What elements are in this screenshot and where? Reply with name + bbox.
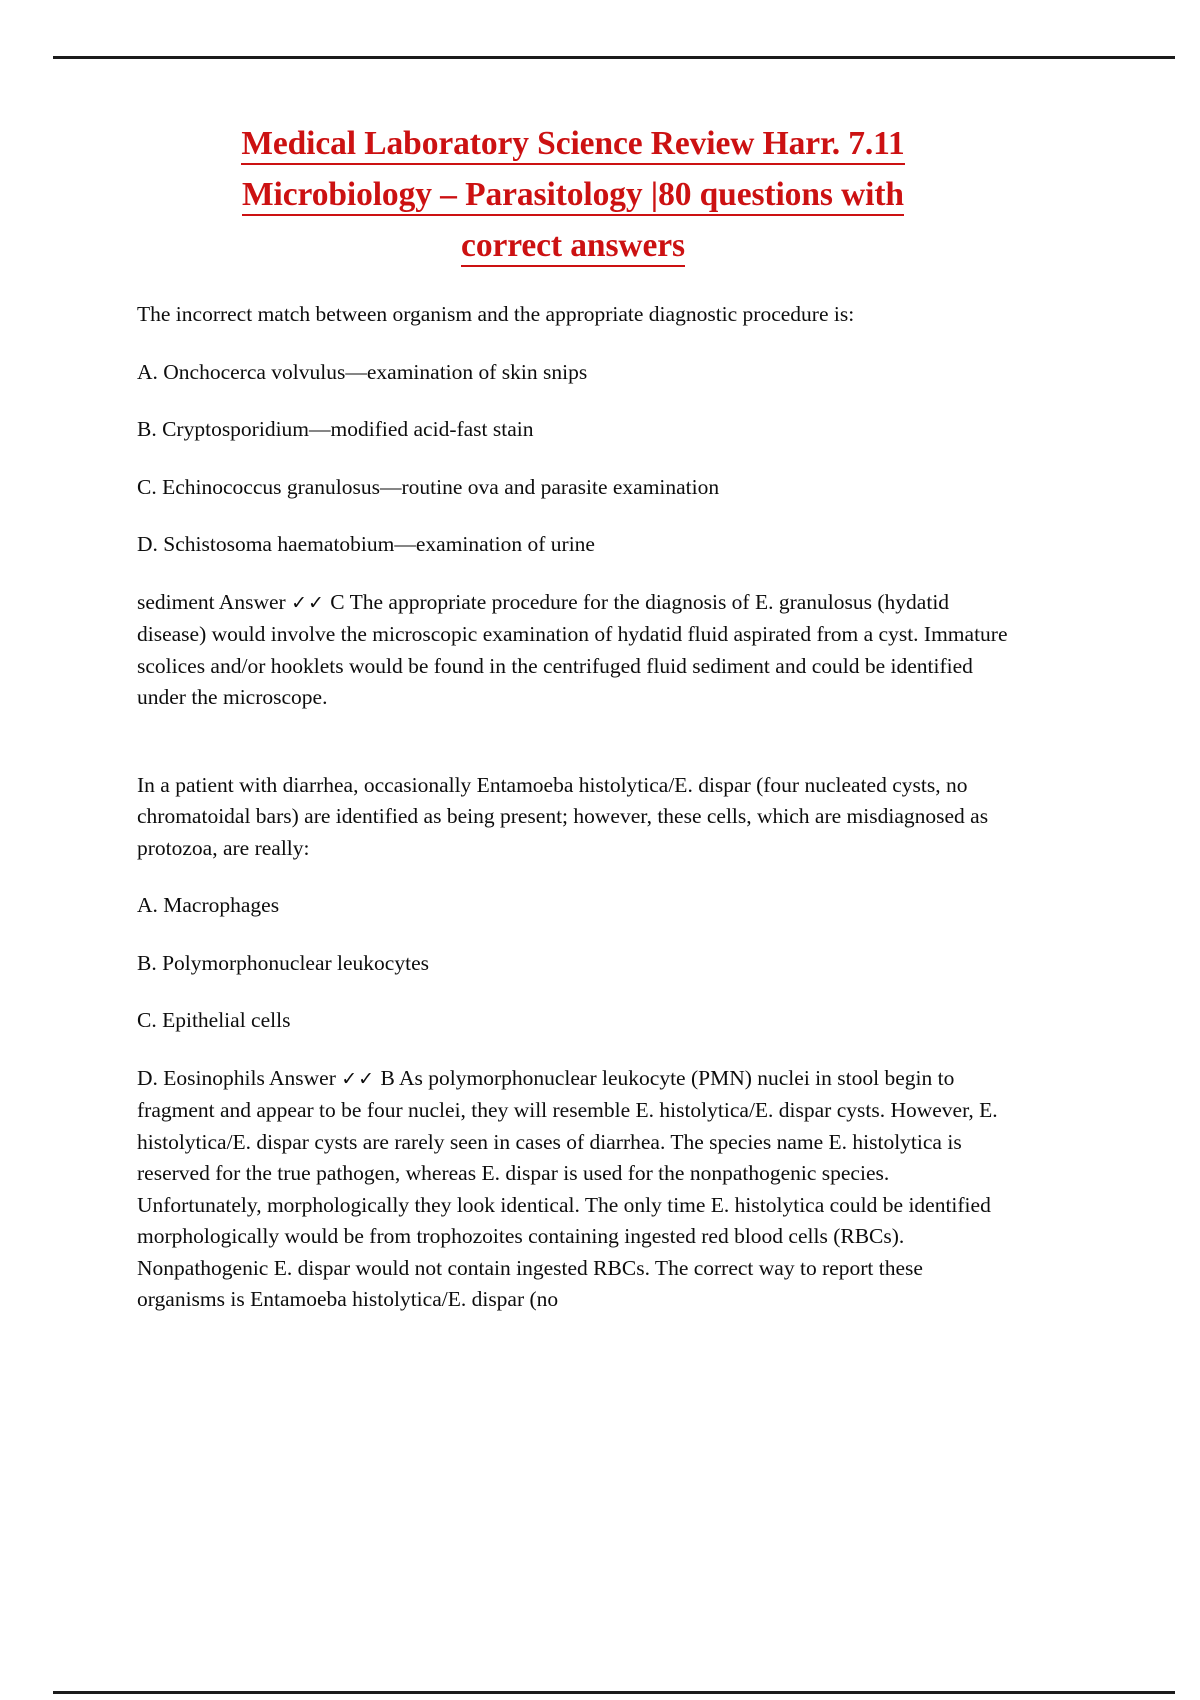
page-title-line-3: correct answers	[137, 220, 1009, 271]
answer-choice[interactable]: C. Echinococcus granulosus—routine ova and parasite examination	[137, 474, 720, 499]
answer-explanation	[137, 587, 1009, 714]
checkmark-icon: ✓✓	[341, 1067, 376, 1090]
document-body	[137, 118, 1009, 1316]
checkmark-icon: ✓✓	[291, 591, 325, 614]
answer-explanation	[137, 1063, 1009, 1316]
answer-choice[interactable]: A. Macrophages	[137, 893, 280, 917]
answer-text: B As polymorphonuclear leukocyte (PMN) nuclei in stool begin to fragment and appear to be four nuclei, they will resemble E. histolytica/E. dispar cysts. However, E. histolytica/E. dispar cysts are rarely seen in cases of diarrhea. The species name E. histolytica is reserved for the true pathogen, whereas E. dispar is used for the nonpathogenic species. Unfortunately, morphologically they look identical. The only time E. histolytica could be identified morphologically would be from trophozoites containing ingested red blood cells (RBCs). Nonpathogenic E. dispar would not contain ingested RBCs. The correct way to report these organisms is Entamoeba histolytica/E. dispar (no	[137, 1065, 998, 1311]
answer-choice[interactable]: D. Schistosoma haematobium—examination of urine	[137, 532, 595, 556]
page-top-rule	[53, 56, 1175, 59]
page-title	[137, 118, 1009, 271]
answer-label: D. Eosinophils Answer	[137, 1065, 342, 1090]
answer-label: sediment Answer	[137, 589, 292, 614]
answer-choice[interactable]: A. Onchocerca volvulus—examination of skin snips	[137, 359, 588, 384]
answer-choice[interactable]: C. Epithelial cells	[137, 1008, 291, 1032]
answer-text: C The appropriate procedure for the diagnosis of E. granulosus (hydatid disease) would involve the microscopic examination of hydatid fluid aspirated from a cyst. Immature scolices and/or hooklets would be found in the centrifuged fluid sediment and could be identified under the microscope.	[137, 589, 1008, 709]
page-title-line-1: Medical Laboratory Science Review Harr. 7.11	[137, 118, 1009, 169]
answer-choice[interactable]: B. Polymorphonuclear leukocytes	[137, 950, 429, 975]
question-stem: In a patient with diarrhea, occasionally Entamoeba histolytica/E. dispar (four nucleated cysts, no chromatoidal bars) are identified as being present; however, these cells, which are misdiagnosed as protozoa, are really:	[137, 772, 989, 860]
section-gap	[137, 714, 1009, 770]
page-bottom-rule	[53, 1691, 1175, 1694]
answer-choice[interactable]: B. Cryptosporidium—modified acid-fast stain	[137, 417, 534, 441]
page-title-line-2: Microbiology – Parasitology |80 questions with	[137, 169, 1009, 220]
question-stem: The incorrect match between organism and the appropriate diagnostic procedure is:	[137, 302, 855, 326]
